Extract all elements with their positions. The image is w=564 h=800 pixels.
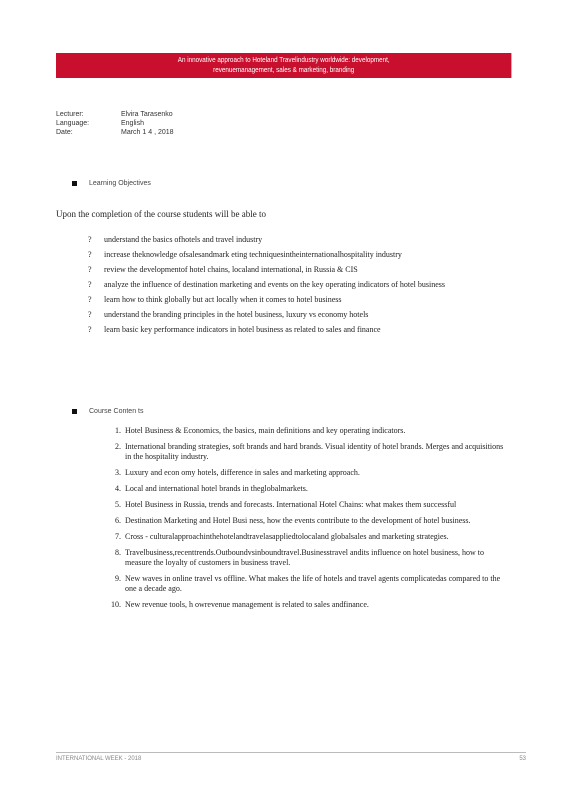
intro-text: Upon the completion of the course students will be able to	[56, 209, 266, 219]
list-item	[104, 532, 504, 542]
list-item	[104, 426, 504, 436]
meta-row-language	[56, 119, 174, 128]
meta-key: Lecturer:	[56, 111, 84, 118]
list-item	[104, 468, 504, 478]
list-item	[88, 310, 508, 320]
item-number: 7.	[115, 532, 121, 541]
item-text: Cross - culturalapproachinthehotelandtravelasappliedtolocaland globalsales and marketing strategies.	[125, 532, 449, 541]
question-mark-icon: ?	[88, 310, 92, 319]
list-item	[104, 442, 504, 462]
title-banner	[56, 53, 511, 78]
question-mark-icon: ?	[88, 325, 92, 334]
item-number: 10.	[111, 600, 121, 609]
item-text: Hotel Business & Economics, the basics, main definitions and key operating indicators.	[125, 426, 406, 435]
question-mark-icon: ?	[88, 265, 92, 274]
item-text: New waves in online travel vs offline. What makes the life of hotels and travel agents complicatedas compared to the one a decade ago.	[125, 574, 501, 593]
item-number: 4.	[115, 484, 121, 493]
objective-text: analyze the influence of destination marketing and events on the key operating indicators of hotel business	[104, 280, 446, 289]
meta-value: Elvira Tarasenko	[121, 111, 173, 118]
objective-text: understand the basics ofhotels and travel industry	[104, 235, 263, 244]
list-item	[104, 548, 504, 568]
list-item	[88, 250, 508, 260]
contents-heading	[72, 408, 143, 415]
list-item	[104, 600, 504, 610]
banner-line-2: revenuemanagement, sales & marketing, branding	[213, 66, 355, 74]
list-item	[88, 295, 508, 305]
list-item	[88, 235, 508, 245]
item-text: New revenue tools, h owrevenue management is related to sales andfinance.	[125, 600, 369, 609]
course-meta	[56, 110, 174, 137]
footer-label: INTERNATIONAL WEEK - 2018	[56, 756, 142, 762]
item-text: International branding strategies, soft brands and hard brands. Visual identity of hotel brands. Merges and acquisitions in the hospitality industry.	[125, 442, 504, 461]
objective-text: understand the branding principles in the hotel business, luxury vs economy hotels	[104, 310, 369, 319]
question-mark-icon: ?	[88, 235, 92, 244]
banner-line-1: An innovative approach to Hoteland Travelindustry worldwide: development,	[177, 56, 390, 64]
question-mark-icon: ?	[88, 295, 92, 304]
list-item	[104, 574, 504, 594]
objectives-heading	[72, 180, 151, 187]
meta-value: English	[121, 120, 144, 127]
item-text: Destination Marketing and Hotel Busi ness, how the events contribute to the development of hotel business.	[125, 516, 471, 525]
footer-divider	[56, 752, 526, 753]
item-number: 6.	[115, 516, 121, 525]
meta-key: Date:	[56, 129, 73, 136]
item-number: 1.	[115, 426, 121, 435]
question-mark-icon: ?	[88, 280, 92, 289]
list-item	[104, 516, 504, 526]
item-text: Travelbusiness,recenttrends.Outboundvsinboundtravel.Businesstravel andits influence on hotel business, how to measure the loyalty of customers in business travel.	[125, 548, 484, 567]
item-number: 8.	[115, 548, 121, 557]
square-bullet-icon	[72, 181, 77, 186]
list-item	[104, 484, 504, 494]
objectives-heading-text: Learning Objectives	[89, 180, 151, 187]
meta-row-date	[56, 128, 174, 137]
item-number: 3.	[115, 468, 121, 477]
contents-heading-text: Course Conten ts	[89, 408, 144, 415]
meta-key: Language:	[56, 120, 90, 127]
list-item	[88, 265, 508, 275]
square-bullet-icon	[72, 409, 77, 414]
objectives-list	[88, 235, 508, 340]
list-item	[88, 325, 508, 335]
meta-row-lecturer	[56, 110, 174, 119]
item-text: Hotel Business in Russia, trends and forecasts. International Hotel Chains: what makes them successful	[125, 500, 457, 509]
question-mark-icon: ?	[88, 250, 92, 259]
objective-text: learn basic key performance indicators in hotel business as related to sales and finance	[104, 325, 381, 334]
objective-text: learn how to think globally but act locally when it comes to hotel business	[104, 295, 342, 304]
objective-text: review the developmentof hotel chains, localand international, in Russia & CIS	[104, 265, 358, 274]
item-number: 9.	[115, 574, 121, 583]
page-number: 53	[519, 756, 526, 762]
meta-value: March 1 4 , 2018	[121, 129, 174, 136]
list-item	[88, 280, 508, 290]
contents-list	[104, 426, 504, 616]
item-number: 2.	[115, 442, 121, 451]
objective-text: increase theknowledge ofsalesandmark eting techniquesintheinternationalhospitality industry	[104, 250, 402, 259]
item-text: Local and international hotel brands in theglobalmarkets.	[125, 484, 308, 493]
list-item	[104, 500, 504, 510]
item-number: 5.	[115, 500, 121, 509]
item-text: Luxury and econ omy hotels, difference in sales and marketing approach.	[125, 468, 360, 477]
